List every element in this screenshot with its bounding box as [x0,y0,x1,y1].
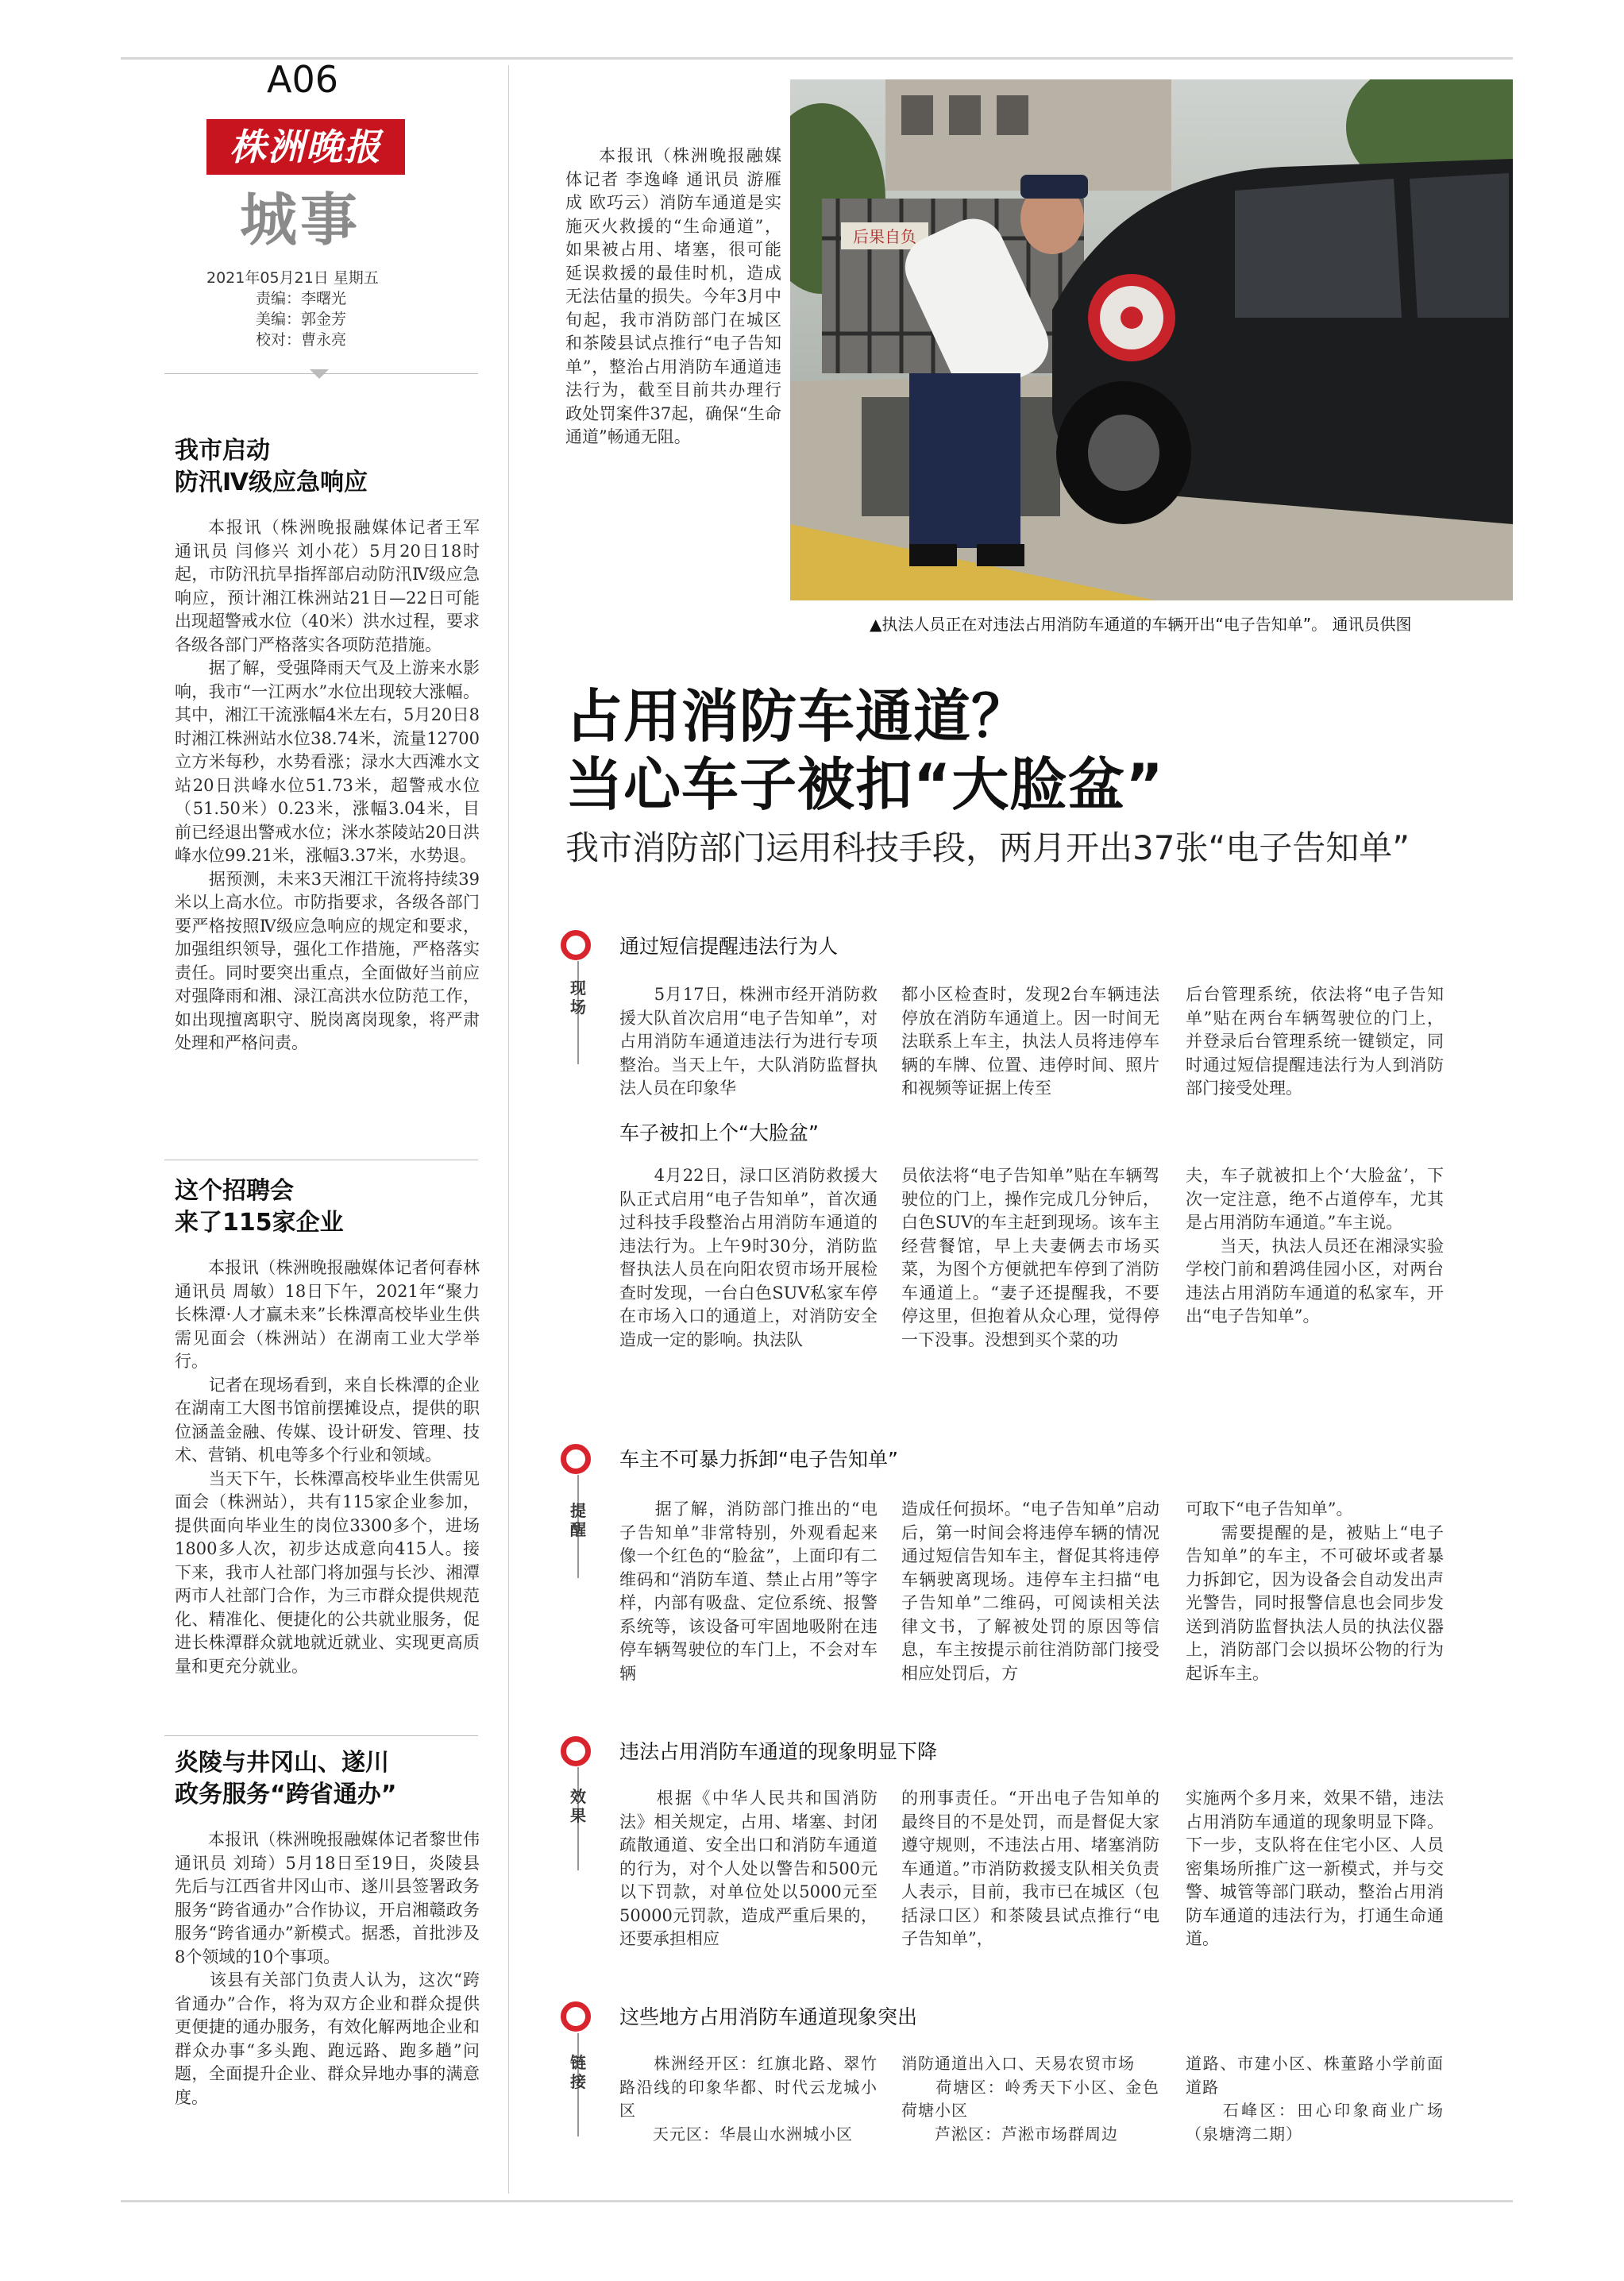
main-headline-line2: 当心车子被扣“大脸盆” [565,751,1164,818]
section-title: 通过短信提醒违法行为人 [619,935,839,958]
lead-paragraph: 本报讯（株洲晚报融媒体记者 李逸峰 通讯员 游雁成 欧巧云）消防车通道是实施灭火救援的“生命通道”，如果被占用、堵塞，很可能延误救援的最佳时机，造成无法估量的损失。今年3月中旬起，我市消防部门在城区和茶陵县试点推行“电子告知单”，整治占用消防车通道违法行为，截至目前共办理行政处罚案件37起，确保“生命通道”畅通无阻。 [565,146,781,446]
sidebar-article-2 [175,1175,480,1678]
sidebar-headline: 炎陵与井冈山、遂川 政务服务“跨省通办” [175,1749,397,1808]
section-column: 都小区检查时，发现2台车辆违法停放在消防车通道上。因一时间无法联系上车主，执法人员将违停车辆的车牌、位置、违停时间、照片和视频等证据上传至 [901,985,1159,1098]
sidebar-article-3 [175,1747,480,2109]
section-marker-icon [561,930,591,960]
section-tag: 提 醒 [570,1501,586,1539]
section-marker-icon [561,1736,591,1766]
photo-caption: ▲执法人员正在对违法占用消防车通道的车辆开出“电子告知单”。 通讯员供图 [870,615,1412,634]
designer-credit: 美编：郭金芳 [256,311,347,328]
section-column: 后台管理系统，依法将“电子告知单”贴在两台车辆驾驶位的门上，并登录后台管理系统一键锁定，同时通过短信提醒违法行为人到消防部门接受处理。 [1186,985,1444,1098]
section-column: 5月17日，株洲市经开消防救援大队首次启用“电子告知单”，对占用消防车通道违法行为进行专项整治。当天上午，大队消防监督执法人员在印象华 [619,985,878,1098]
section-subtitle: 车子被扣上个“大脸盆” [619,1121,819,1144]
sidebar-headline: 这个招聘会 来了115家企业 [175,1177,344,1237]
section-column: 4月22日，渌口区消防救援大队正式启用“电子告知单”，首次通过科技手段整治占用消防车通道的违法行为。上午9时30分，消防监督执法人员在向阳农贸市场开展检查时发现，一台白色SUV私家车停在市场入口的通道上，对消防安全造成一定的影响。执法队 [619,1166,878,1349]
subheadline: 我市消防部门运用科技手段，两月开出37张“电子告知单” [565,828,1410,867]
column-divider [508,65,509,2194]
sidebar-body: 本报讯（株洲晚报融媒体记者何春林 通讯员 周敏）18日下午，2021年“聚力长株潭·人才赢未来”长株潭高校毕业生供需见面会（株洲站）在湖南工业大学举行。 记者在现场看到，来自长株潭的企业在湖南工大图书馆前摆摊设点，提供的职位涵盖金融、传媒、设计研发、管理、技术、营销、机电等多个行业和领域。 当天下午，长株潭高校毕业生供需见面会（株洲站），共有115家企业参加，提供面向毕业生的岗位3300多个，进场1800多人次，初步达成意向415人。接下来，我市人社部门将加强与长沙、湘潭两市人社部门合作，为三市群众提供规范化、精准化、便捷化的公共就业服务，促进长株潭群众就地就近就业、实现更高质量和更充分就业。 [175,1258,480,1676]
section-column: 道路、市建小区、株董路小学前面道路 石峰区：田心印象商业广场（泉塘湾二期） [1186,2054,1444,2144]
section-title: 违法占用消防车通道的现象明显下降 [619,1740,938,1763]
sidebar-body: 本报讯（株洲晚报融媒体记者王军 通讯员 闫修兴 刘小花）5月20日18时起，市防汛抗旱指挥部启动防汛Ⅳ级应急响应，预计湘江株洲站21日—22日可能出现超警戒水位（40米）洪水过程，要求各级各部门严格落实各项防范措施。 据了解，受强降雨天气及上游来水影响，我市“一江两水”水位出现较大涨幅。其中，湘江干流涨幅4米左右，5月20日8时湘江株洲站水位38.74米，流量12700立方米每秒，水势看涨；渌水大西滩水文站20日洪峰水位51.73米，超警戒水位（51.50米）0.23米，涨幅3.04米，目前已经退出警戒水位；洣水茶陵站20日洪峰水位99.21米，涨幅3.37米，水势退。 据预测，未来3天湘江干流将持续39米以上高水位。市防指要求，各级各部门要严格按照Ⅳ级应急响应的规定和要求，加强组织领导，强化工作措施，严格落实责任。同时要突出重点，全面做好当前应对强降雨和湘、渌江高洪水位防范工作，如出现擅离职守、脱岗离岗现象，将严肃处理和严格问责。 [175,518,480,1052]
section-column: 的刑事责任。“开出电子告知单的最终目的不是处罚，而是督促大家遵守规则，不违法占用、堵塞消防车通道。”市消防救援支队相关负责人表示，目前，我市已在城区（包括渌口区）和茶陵县试点推行“电子告知单”， [901,1789,1159,1948]
editor-credit: 责编：李曙光 [256,290,347,307]
section-column: 实施两个多月来，效果不错，违法占用消防车通道的现象明显下降。下一步，支队将在住宅小区、人员密集场所推广这一新模式，并与交警、城管等部门联动，整治占用消防车通道的违法行为，打通生命通道。 [1186,1789,1444,1948]
header-divider-notch [310,369,329,379]
masthead-logo [206,119,405,175]
section-tag: 现 场 [570,978,586,1017]
issue-date: 2021年05月21日 星期五 [206,269,379,287]
section-column: 夫，车子就被扣上个‘大脸盆’，下次一定注意，绝不占道停车，尤其是占用消防车通道。”车主说。 当天，执法人员还在湘渌实验学校门前和碧鸿佳园小区，对两台违法占用消防车通道的私家车，开出“电子告知单”。 [1186,1166,1444,1326]
section-title: 这些地方占用消防车通道现象突出 [619,2005,918,2028]
section-marker-icon [561,1444,591,1474]
section-title: 车主不可暴力拆卸“电子告知单” [619,1448,898,1471]
section-marker-icon [561,2001,591,2032]
section-column: 造成任何损坏。“电子告知单”启动后，第一时间会将违停车辆的情况通过短信告知车主，督促其将违停车辆驶离现场。违停车主扫描“电子告知单”二维码，可阅读相关法律文书，了解被处罚的原因等信息，车主按提示前往消防部门接受相应处罚后，方 [901,1499,1159,1683]
sidebar-divider [164,1735,478,1736]
section-tag: 效 果 [570,1787,586,1825]
lead-photo [790,79,1513,600]
section-title: 城事 [240,186,361,253]
section-tag: 链 接 [570,2053,586,2091]
bottom-rule [121,2200,1513,2202]
sidebar-article-1 [175,435,480,1056]
sidebar-headline: 我市启动 防汛Ⅳ级应急响应 [175,437,368,496]
section-column: 员依法将“电子告知单”贴在车辆驾驶位的门上，操作完成几分钟后，白色SUV的车主赶到现场。该车主经营餐馆，早上夫妻俩去市场买菜，为图个方便就把车停到了消防车通道上。“妻子还提醒我，不要停这里，但抱着从众心理，觉得停一下没事。没想到买个菜的功 [901,1166,1159,1349]
section-column: 根据《中华人民共和国消防法》相关规定，占用、堵塞、封闭疏散通道、安全出口和消防车通道的行为，对个人处以警告和500元以下罚款，对单位处以5000元至50000元罚款，造成严重后果的，还要承担相应 [619,1789,878,1948]
section-column: 可取下“电子告知单”。 需要提醒的是，被贴上“电子告知单”的车主，不可破坏或者暴力拆卸它，因为设备会自动发出声光警告，同时报警信息也会同步发送到消防监督执法人员的执法仪器上，消防部门会以损坏公物的行为起诉车主。 [1186,1499,1444,1683]
main-headline-line1: 占用消防车通道？ [565,683,1030,750]
proofreader-credit: 校对：曹永亮 [256,331,347,349]
masthead-text: 株洲晚报 [230,125,382,168]
page-number: A06 [267,58,339,101]
sidebar-body: 本报讯（株洲晚报融媒体记者黎世伟 通讯员 刘琦）5月18日至19日，炎陵县先后与江西省井冈山市、遂川县签署政务服务“跨省通办”合作协议，开启湘赣政务服务“跨省通办”新模式。据悉，首批涉及8个领域的10个事项。 该县有关部门负责人认为，这次“跨省通办”合作，将为双方企业和群众提供更便捷的通办服务，有效化解两地企业和群众办事“多头跑、跑远路、跑多趟”问题，全面提升企业、群众异地办事的满意度。 [175,1830,480,2107]
section-column: 据了解，消防部门推出的“电子告知单”非常特别，外观看起来像一个红色的“脸盆”，上面印有二维码和“消防车道、禁止占用”等字样，内部有吸盘、定位系统、报警系统等，该设备可牢固地吸附在违停车辆驾驶位的车门上，不会对车辆 [619,1499,878,1683]
section-column: 株洲经开区：红旗北路、翠竹路沿线的印象华都、时代云龙城小区 天元区：华晨山水洲城小区 [619,2054,878,2144]
photo-illustration [790,79,1513,600]
photo-sign-text: 后果自负 [853,227,916,246]
section-column: 消防通道出入口、天易农贸市场 荷塘区：岭秀天下小区、金色荷塘小区 芦淞区：芦淞市场群周边 [901,2054,1159,2144]
